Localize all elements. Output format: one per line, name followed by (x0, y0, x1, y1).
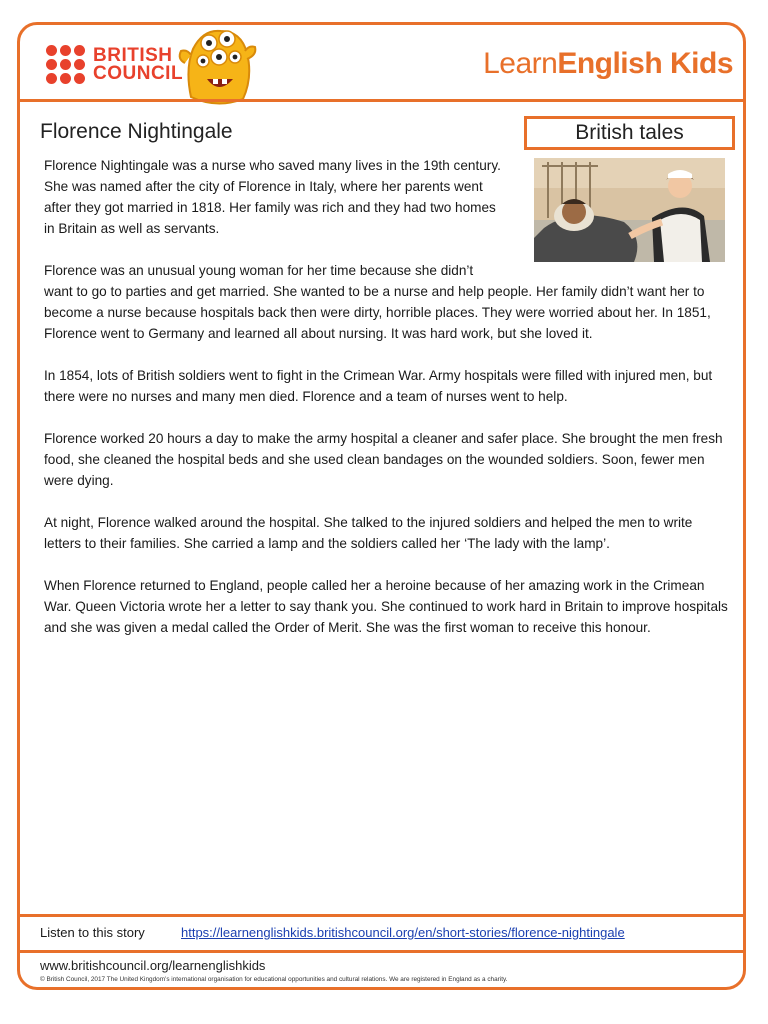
category-label: British tales (524, 116, 735, 150)
website-url: www.britishcouncil.org/learnenglishkids (40, 958, 266, 973)
copyright-notice: © British Council, 2017 The United Kingdom’s international organisation for educational opportunities and cultural relations. We are registered in England as a charity. (40, 976, 508, 983)
brand-line2: COUNCIL (93, 62, 184, 84)
brand-line1: BRITISH (93, 44, 173, 66)
learnenglish-kids-logo[interactable]: LearnEnglish Kids (483, 47, 733, 80)
paragraph: At night, Florence walked around the hospital. She talked to the injured soldiers and helped the men to write letters to their families. She carried a lamp and the soldiers called her ‘The lady with the lamp’. (44, 515, 693, 551)
paragraph: Florence Nightingale was a nurse who saved many lives in the 19th century. She was named after the city of Florence in Italy, where her parents went after they got married in 1818. Her family was rich and they had two homes in Britain as well as servants. (44, 158, 501, 236)
header-divider (20, 99, 743, 102)
listen-label: Listen to this story (40, 925, 145, 940)
paragraph: When Florence returned to England, people called her a heroine because of her amazing work in the Crimean War. Queen Victoria wrote her a letter to say thank you. She continued to work hard in Britain to improve hospitals and she was given a medal called the Order of Merit. She was the first woman to receive this honour. (44, 578, 728, 635)
paragraph: Florence was an unusual young woman for her time because she didn’t want to go to parties and get married. She wanted to be a nurse and help people. Her family didn’t want her to become a nurse because hospitals back then were dirty, horrible places. They were worried about her. In 1851, Florence went to Germany and learned all about nursing. It was hard work, but she loved it. (44, 263, 711, 341)
logo-dots-icon (46, 45, 85, 84)
footer-divider-bottom (20, 950, 743, 953)
story-body (44, 155, 729, 659)
british-council-logo[interactable] (46, 45, 183, 84)
story-audio-link[interactable]: https://learnenglishkids.britishcouncil.org/en/short-stories/florence-nightingale (181, 925, 625, 940)
paragraph: Florence worked 20 hours a day to make the army hospital a cleaner and safer place. She brought the men fresh food, she cleaned the hospital beds and she used clean bandages on the wounded soldiers. Soon, fewer men were dying. (44, 431, 723, 488)
paragraph: In 1854, lots of British soldiers went to fight in the Crimean War. Army hospitals were filled with injured men, but there were no nurses and many men died. Florence and a team of nurses went to help. (44, 368, 713, 404)
footer-divider-top (20, 914, 743, 917)
story-title: Florence Nightingale (40, 120, 233, 143)
monster-mascot-icon (177, 19, 257, 107)
header (20, 25, 743, 101)
